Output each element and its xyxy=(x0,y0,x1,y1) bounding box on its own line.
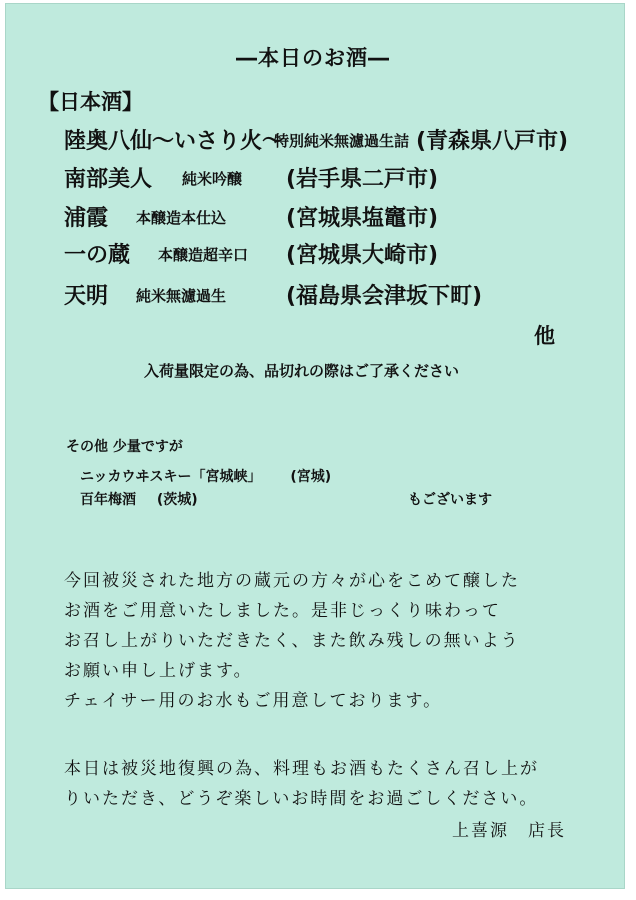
sake-origin: (宮城県大崎市) xyxy=(286,243,439,268)
sake-name: 陸奥八仙～いさり火～ xyxy=(64,129,285,154)
sake-origin: (福島県会津坂下町) xyxy=(286,284,483,309)
and-more-label: 他 xyxy=(534,324,555,348)
sake-name: 南部美人 xyxy=(64,167,153,192)
closing-line: 本日は被災地復興の為、料理もお酒もたくさん召し上が xyxy=(64,759,539,779)
message-line: お召し上がりいただきたく、また飲み残しの無いよう xyxy=(64,631,520,651)
message-line: 今回被災された地方の蔵元の方々が心をこめて醸した xyxy=(64,571,520,591)
extra-item-name: ニッカウヰスキー「宮城峡」 xyxy=(80,469,262,485)
signature: 上喜源 店長 xyxy=(452,821,566,841)
sake-name: 一の蔵 xyxy=(64,243,131,268)
sake-origin: (青森県八戸市) xyxy=(416,129,569,154)
sake-type: 純米無濾過生 xyxy=(136,287,227,305)
page-title: ―本日のお酒― xyxy=(236,46,390,70)
sake-origin: (岩手県二戸市) xyxy=(286,167,439,192)
extras-heading: その他 少量ですが xyxy=(66,439,183,455)
extra-item-name: 百年梅酒 xyxy=(80,492,136,508)
sake-name: 浦霞 xyxy=(64,206,109,231)
sake-origin: (宮城県塩竈市) xyxy=(286,206,439,231)
message-line: お願い申し上げます。 xyxy=(64,661,253,681)
sake-type: 本醸造本仕込 xyxy=(136,209,227,227)
message-line: お酒をご用意いたしました。是非じっくり味わって xyxy=(64,601,501,621)
sake-type: 本醸造超辛口 xyxy=(158,246,249,264)
notice-sheet xyxy=(6,4,624,888)
sake-name: 天明 xyxy=(64,284,109,309)
extra-item-origin: (宮城) xyxy=(290,469,332,485)
extra-item-origin: (茨城) xyxy=(156,492,198,508)
sake-type: 特別純米無濾過生詰 xyxy=(274,132,410,150)
extras-also-note: もございます xyxy=(408,492,492,508)
closing-line: りいただき、どうぞ楽しいお時間をお過ごしください。 xyxy=(64,789,539,809)
message-line: チェイサー用のお水もご用意しております。 xyxy=(64,691,443,711)
section-heading-sake: 【日本酒】 xyxy=(38,90,143,114)
sake-type: 純米吟醸 xyxy=(182,170,243,188)
extra-item-whisky xyxy=(80,466,331,486)
limited-stock-note: 入荷量限定の為、品切れの際はご了承ください xyxy=(144,362,460,380)
extra-item-umeshu xyxy=(80,489,198,509)
